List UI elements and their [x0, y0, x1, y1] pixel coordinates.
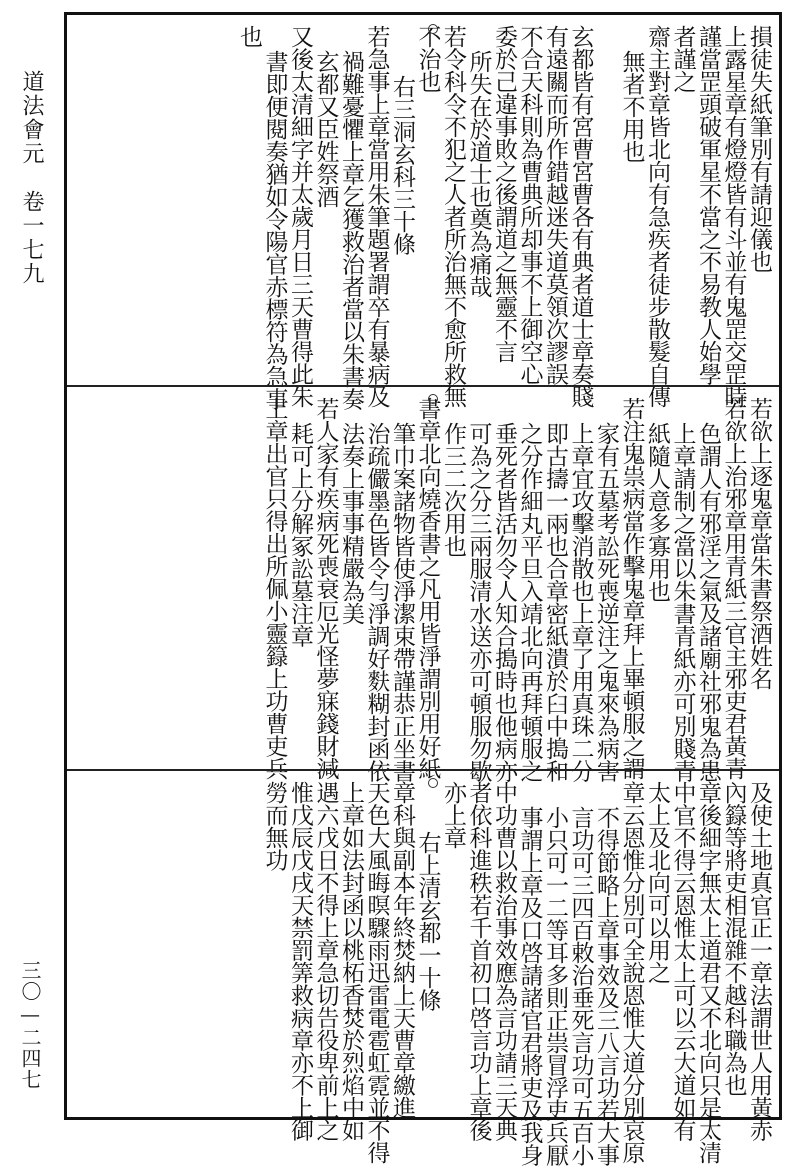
text-column: 有遠關而所作錯越迷失道莫領次謬誤: [542, 25, 568, 385]
text-column: 內籙等將吏相混雜不越科職為也: [720, 781, 747, 1096]
text-column: 紙隨人意多寡用也: [644, 422, 670, 602]
text-column: 法奏上事事精嚴為美: [338, 422, 364, 625]
text-column: 齋主對章皆北向有急疾者徒步散髮自傳: [644, 25, 670, 408]
text-column: 書即便閱奏猶如令陽官赤標符為急事: [261, 50, 288, 410]
text-column: 耗可上分解冢訟墓注章: [287, 422, 313, 647]
text-column: 垂死者皆活勿令人知合搗時也他病亦: [491, 422, 517, 782]
text-column: 不合天科則為曹典所却事不上御空心: [516, 25, 543, 385]
text-column: 不得節略上章事效及三八言功若大事: [593, 806, 619, 1166]
text-column: 色謂人有邪淫之氣及諸廟社邪鬼為患: [695, 422, 721, 782]
text-column: 又後太清細字并太歲月日三天曹得此朱: [287, 25, 313, 408]
page-number-margin: 三〇—二四七: [18, 960, 42, 1090]
text-columns: [73, 397, 772, 782]
text-column: 章科與副本年終焚納上天曹章繳進: [389, 781, 415, 1119]
text-column: 者依科進秩若千首初口啓言功上章後: [465, 781, 492, 1141]
panel-top: [67, 15, 779, 410]
text-column: 作三二次用也: [440, 422, 466, 557]
panel-middle: [67, 385, 779, 782]
text-column: 上章宜攻擊消散也上章了用真珠二分: [567, 422, 594, 782]
text-column: 若急事上章當用朱筆題署謂卒有暴病及: [363, 25, 390, 408]
text-column: 玄都皆有宮曹宮曹各有典者道士章奏賤: [567, 25, 594, 408]
text-column: 書章北向燒香書之凡用皆淨謂別用好紙: [414, 397, 441, 780]
text-column: 家有五墓考訟死喪逆注之鬼來為病害: [593, 422, 619, 782]
text-column: 右三洞玄科三十條: [389, 75, 415, 255]
text-column: 天色大風晦暝驟雨迅雷電雹虹霓並不得: [363, 781, 390, 1164]
text-column: 也: [236, 25, 262, 48]
text-column: 上露星章有燈燈皆有斗並有鬼罡交罡時: [720, 25, 747, 408]
text-column: 章云恩惟分別可全說恩惟大道分別哀原: [618, 781, 645, 1164]
text-column: 上章請制之當以朱書青紙亦可別賤青: [669, 422, 696, 782]
text-column: 章後細字無太上道君又不北向只是太清: [695, 781, 721, 1164]
text-column: 玄都又臣姓祭酒: [312, 50, 339, 208]
text-column: 若令科令不犯之人者所治無不愈所救無: [440, 25, 466, 408]
text-column: 上章如法封函以桃柘香焚於烈焰中如: [338, 781, 364, 1141]
text-column: 中功曹以救治事效應為言功請三天典: [491, 781, 517, 1141]
text-column: 太上及北向可以用之: [644, 781, 670, 984]
text-column: 事謂上章及口啓請諸官君將吏及我身: [516, 806, 543, 1166]
text-column: 可為之分三兩服清水送亦可頓服勿歇: [465, 422, 492, 782]
text-column: 之分作細丸平旦入靖北向再拜頓服之: [516, 422, 543, 782]
text-column: 委於己違事敗之後謂道之無靈不言: [491, 25, 517, 363]
text-column: 上章出官只得出所佩小靈籙上功曹吏兵: [261, 397, 288, 780]
text-column: 小只可一二等耳多則正祟冒浮吏兵厭: [542, 806, 568, 1166]
text-column: 及使土地真官正一章法謂世人用黃赤: [746, 781, 772, 1141]
section-marker-circle: [428, 778, 438, 788]
book-title-margin: 道法會元 卷一七九: [19, 70, 44, 286]
page-frame: [64, 12, 782, 1166]
text-column: 即古擣一兩也合章密紙潰於臼中搗和: [542, 422, 568, 782]
text-column: 中官不得云恩惟太上可以云大道如有: [669, 781, 696, 1141]
text-column: 若注鬼祟病當作擊鬼章拜上畢頓服之謂: [618, 397, 645, 780]
text-columns: [73, 25, 772, 410]
text-column: 若人家有疾病死喪衰厄光怪夢寐錢財減: [312, 397, 339, 780]
text-column: 遇六戊日不得上章急切告役卑前上之: [312, 781, 339, 1141]
text-column: 者謹之: [669, 25, 696, 93]
text-column: 所失在於道士也奠為痛哉: [465, 50, 492, 298]
text-column: 若欲上逐鬼章當朱書祭酒姓名: [746, 397, 772, 690]
text-column: 筆巾案諸物皆使淨潔束帶謹恭正坐書: [389, 422, 415, 782]
text-columns: [73, 781, 772, 1166]
text-column: 若欲上治邪章用青紙三官主邪吏君黃青: [720, 397, 747, 780]
section-marker-circle: [428, 394, 438, 404]
section-marker-circle: [428, 24, 438, 34]
text-column: 言功可三四百敕治垂死言功可五百小: [567, 806, 594, 1166]
text-column: 無者不用也: [618, 50, 645, 163]
panel-bottom: [67, 769, 779, 1166]
text-column: 禍難憂懼上章乞獲救治者當以朱書奏: [338, 50, 364, 410]
text-column: 惟戊辰戊戌天禁罰筭救病章亦不上御: [287, 781, 313, 1141]
text-column: 勞而無功: [261, 781, 288, 871]
text-column: 不治也: [414, 25, 441, 93]
text-column: 治疏儼墨色皆令勻淨調好麩糊封函依: [363, 422, 390, 782]
text-column: 損徒失紙筆別有請迎儀也: [746, 25, 772, 273]
text-column: [593, 25, 619, 377]
text-column: 右上清玄都一十條: [414, 831, 441, 1011]
text-column: 亦上章: [440, 781, 466, 849]
text-column: 謹當罡頭破軍星不當之不易教人始學: [695, 25, 721, 385]
